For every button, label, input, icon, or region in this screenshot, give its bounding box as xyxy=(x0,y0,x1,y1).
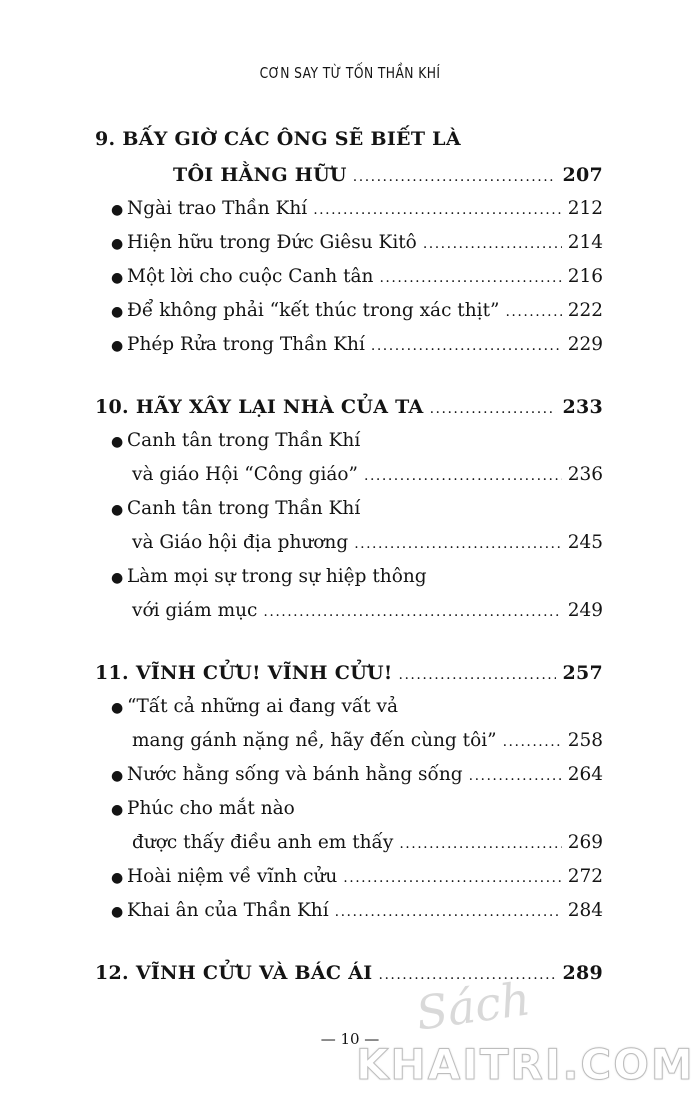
page-ref: 257 xyxy=(562,662,603,684)
page-ref: 229 xyxy=(567,334,603,355)
chapter-title: 10. HÃY XÂY LẠI NHÀ CỦA TA xyxy=(95,396,424,418)
page-ref: 264 xyxy=(567,764,603,785)
bullet-icon: ● xyxy=(111,502,124,518)
section-title: Phép Rửa trong Thần Khí xyxy=(127,334,365,355)
section-title: Nước hằng sống và bánh hằng sống xyxy=(127,764,463,785)
toc-entry xyxy=(95,498,603,528)
bullet-icon: ● xyxy=(111,338,124,354)
section-title: được thấy điều anh em thấy xyxy=(132,832,394,853)
dot-leader xyxy=(423,236,562,252)
page-ref: 269 xyxy=(567,832,603,853)
section-title: Ngài trao Thần Khí xyxy=(127,198,308,219)
page-ref: 272 xyxy=(567,866,603,887)
page-ref: 207 xyxy=(562,164,603,186)
bullet-icon: ● xyxy=(111,870,124,886)
toc-entry xyxy=(95,430,603,460)
dot-leader xyxy=(313,202,561,218)
section-title: và giáo Hội “Công giáo” xyxy=(132,464,359,485)
section-title: “Tất cả những ai đang vất vả xyxy=(127,696,399,717)
toc-entry xyxy=(95,600,603,630)
section-title: Hiện hữu trong Đức Giêsu Kitô xyxy=(127,232,417,253)
section-title: Để không phải “kết thúc trong xác thịt” xyxy=(127,300,500,321)
dot-leader xyxy=(364,468,562,484)
toc-entry xyxy=(95,232,603,262)
page-ref: 258 xyxy=(567,730,603,751)
page-ref: 216 xyxy=(567,266,603,287)
page-ref: 289 xyxy=(562,962,603,984)
page-ref: 249 xyxy=(567,600,603,621)
dot-leader xyxy=(263,604,561,620)
toc-entry xyxy=(95,164,603,194)
dot-leader xyxy=(399,836,561,852)
toc-entry xyxy=(95,730,603,760)
toc-entry xyxy=(95,266,603,296)
page-ref: 214 xyxy=(567,232,603,253)
page-ref: 245 xyxy=(567,532,603,553)
page-ref: 233 xyxy=(562,396,603,418)
toc-entry xyxy=(95,198,603,228)
bullet-icon: ● xyxy=(111,434,124,450)
dot-leader xyxy=(354,536,561,552)
bullet-icon: ● xyxy=(111,768,124,784)
page-ref: 284 xyxy=(567,900,603,921)
toc-entry xyxy=(95,696,603,726)
section-title: mang gánh nặng nề, hãy đến cùng tôi” xyxy=(132,730,497,751)
bullet-icon: ● xyxy=(111,570,124,586)
toc-entry xyxy=(95,334,603,364)
dot-leader xyxy=(503,734,562,750)
toc-entry xyxy=(95,798,603,828)
page-ref: 212 xyxy=(567,198,603,219)
dot-leader xyxy=(399,667,557,683)
chapter-title: TÔI HẰNG HỮU xyxy=(173,164,347,186)
bullet-icon: ● xyxy=(111,202,124,218)
watermark-brand: KHAITRI.COM xyxy=(356,1040,695,1089)
dot-leader xyxy=(469,768,562,784)
section-title: Canh tân trong Thần Khí xyxy=(127,498,361,519)
dot-leader xyxy=(353,169,557,185)
page-number: — 10 — xyxy=(320,1030,380,1048)
toc-entry xyxy=(95,832,603,862)
toc-entry xyxy=(95,900,603,930)
dot-leader xyxy=(335,904,562,920)
toc-entry xyxy=(95,128,603,158)
dot-leader xyxy=(343,870,561,886)
bullet-icon: ● xyxy=(111,904,124,920)
bullet-icon: ● xyxy=(111,236,124,252)
section-title: Một lời cho cuộc Canh tân xyxy=(127,266,374,287)
section-title: với giám mục xyxy=(132,600,258,621)
bullet-icon: ● xyxy=(111,304,124,320)
toc-entry xyxy=(95,300,603,330)
toc-entry xyxy=(95,532,603,562)
toc-entry xyxy=(95,764,603,794)
dot-leader xyxy=(371,338,562,354)
section-title: Phúc cho mắt nào xyxy=(127,798,295,819)
toc-entry xyxy=(95,866,603,896)
running-header: CƠN SAY TỪ TỐN THẦN KHÍ xyxy=(259,64,441,82)
chapter-title: 9. BẤY GIỜ CÁC ÔNG SẼ BIẾT LÀ xyxy=(95,128,461,150)
dot-leader xyxy=(430,401,557,417)
bullet-icon: ● xyxy=(111,802,124,818)
toc-entry xyxy=(95,662,603,692)
section-title: Canh tân trong Thần Khí xyxy=(127,430,361,451)
chapter-title: 12. VĨNH CỬU VÀ BÁC ÁI xyxy=(95,962,373,984)
section-title: Hoài niệm về vĩnh cửu xyxy=(127,866,338,887)
dot-leader xyxy=(505,304,561,320)
section-title: Khai ân của Thần Khí xyxy=(127,900,329,921)
bullet-icon: ● xyxy=(111,270,124,286)
toc-entry xyxy=(95,396,603,426)
page-ref: 222 xyxy=(567,300,603,321)
bullet-icon: ● xyxy=(111,700,124,716)
toc-entry xyxy=(95,566,603,596)
toc-entry xyxy=(95,464,603,494)
dot-leader xyxy=(379,270,561,286)
section-title: và Giáo hội địa phương xyxy=(132,532,349,553)
chapter-title: 11. VĨNH CỬU! VĨNH CỬU! xyxy=(95,662,393,684)
page-ref: 236 xyxy=(567,464,603,485)
section-title: Làm mọi sự trong sự hiệp thông xyxy=(127,566,427,587)
watermark-script: Sách xyxy=(412,971,534,1041)
